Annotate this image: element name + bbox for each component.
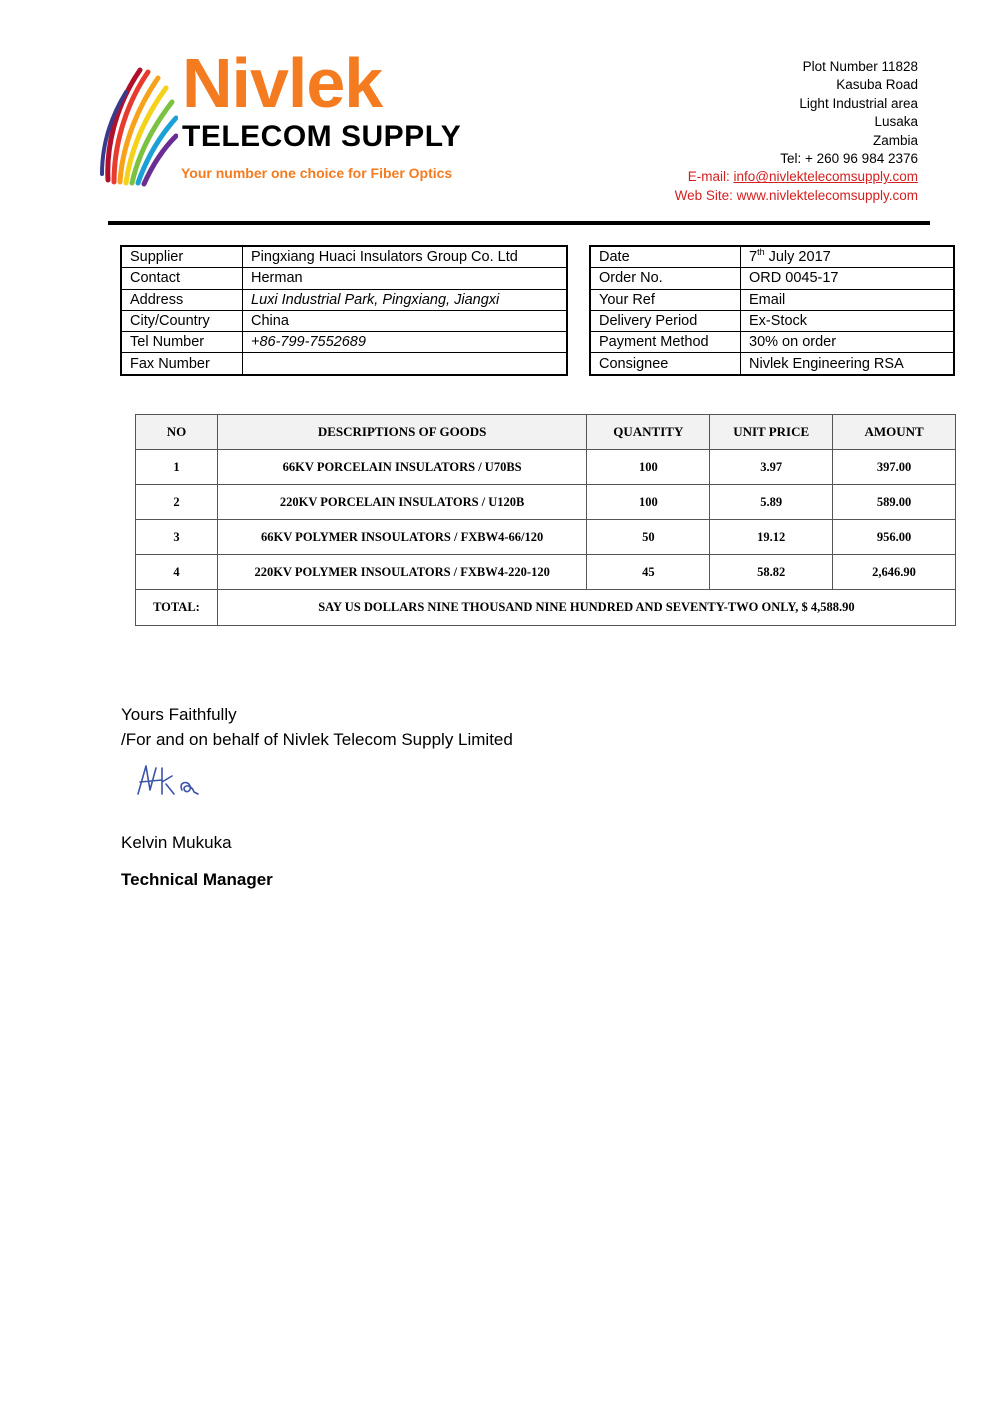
table-row [590, 268, 954, 289]
email-link[interactable]: info@nivlektelecomsupply.com [733, 169, 918, 185]
cell-amount: 589.00 [833, 485, 956, 520]
column-header-amount: AMOUNT [833, 415, 956, 450]
table-row [590, 246, 954, 268]
field-label: Supplier [121, 246, 243, 268]
cell-quantity: 45 [587, 555, 710, 590]
total-label: TOTAL: [136, 590, 218, 626]
order-table [589, 245, 955, 376]
cell-quantity: 100 [587, 485, 710, 520]
cell-quantity: 50 [587, 520, 710, 555]
company-tel: Tel: + 260 96 984 2376 [780, 151, 918, 167]
column-header-unit-price: UNIT PRICE [710, 415, 833, 450]
cell-unit-price: 5.89 [710, 485, 833, 520]
address-line: Light Industrial area [799, 95, 918, 111]
field-label: Fax Number [121, 353, 243, 375]
cell-description: 66KV POLYMER INSOULATORS / FXBW4-66/120 [217, 520, 586, 555]
table-header-row [136, 415, 956, 450]
field-value: Ex-Stock [741, 310, 955, 331]
column-header-no: NO [136, 415, 218, 450]
date-rest: July 2017 [764, 249, 831, 266]
cell-no: 2 [136, 485, 218, 520]
behalf-text: /For and on behalf of Nivlek Telecom Supply Limited [121, 730, 513, 749]
cell-unit-price: 3.97 [710, 450, 833, 485]
table-row [590, 310, 954, 331]
field-value: Herman [243, 268, 568, 289]
field-value: ORD 0045-17 [741, 268, 955, 289]
table-row [121, 353, 567, 375]
table-row [136, 520, 956, 555]
address-line: Kasuba Road [836, 77, 918, 93]
date-suffix: th [757, 247, 765, 258]
table-row [121, 310, 567, 331]
cell-amount: 956.00 [833, 520, 956, 555]
cell-unit-price: 58.82 [710, 555, 833, 590]
date-day: 7 [749, 249, 758, 266]
total-text: SAY US DOLLARS NINE THOUSAND NINE HUNDRED AND SEVENTY-TWO ONLY, $ 4,588.90 [217, 590, 955, 626]
table-row [121, 268, 567, 289]
address-line: Plot Number 11828 [802, 59, 918, 74]
field-label: City/Country [121, 310, 243, 331]
field-label: Address [121, 289, 243, 310]
column-header-description: DESCRIPTIONS OF GOODS [217, 415, 586, 450]
field-label: Consignee [590, 353, 741, 375]
field-value: Nivlek Engineering RSA [741, 353, 955, 375]
cell-quantity: 100 [587, 450, 710, 485]
table-row [590, 353, 954, 375]
cell-description: 66KV PORCELAIN INSULATORS / U70BS [217, 450, 586, 485]
table-row [590, 289, 954, 310]
field-value: Luxi Industrial Park, Pingxiang, Jiangxi [243, 289, 568, 310]
brand-name: Nivlek [182, 44, 383, 122]
company-email-line [675, 168, 918, 186]
field-value: +86-799-7552689 [243, 332, 568, 353]
signature-icon [132, 760, 218, 800]
supplier-table [120, 245, 568, 376]
signer-title: Technical Manager [121, 870, 273, 889]
cell-amount: 2,646.90 [833, 555, 956, 590]
cell-unit-price: 19.12 [710, 520, 833, 555]
field-label: Date [590, 246, 741, 268]
closing-text: Yours Faithfully [121, 705, 237, 724]
logo-icon [100, 62, 178, 187]
email-label: E-mail: [687, 169, 734, 185]
cell-no: 4 [136, 555, 218, 590]
field-value: Email [741, 289, 955, 310]
field-value: Pingxiang Huaci Insulators Group Co. Ltd [243, 246, 568, 268]
field-label: Order No. [590, 268, 741, 289]
column-header-quantity: QUANTITY [587, 415, 710, 450]
table-row [590, 332, 954, 353]
table-row [121, 332, 567, 353]
brand-tagline: Your number one choice for Fiber Optics [181, 165, 453, 181]
company-website: Web Site: www.nivlektelecomsupply.com [674, 187, 918, 203]
cell-no: 1 [136, 450, 218, 485]
total-row [136, 590, 956, 626]
field-label: Tel Number [121, 332, 243, 353]
cell-no: 3 [136, 520, 218, 555]
field-label: Your Ref [590, 289, 741, 310]
field-value: China [243, 310, 568, 331]
table-row [136, 450, 956, 485]
field-value [243, 353, 568, 375]
address-line: Lusaka [874, 114, 918, 130]
field-value: 30% on order [741, 332, 955, 353]
table-row [121, 246, 567, 268]
field-label: Contact [121, 268, 243, 289]
field-label: Payment Method [590, 332, 741, 353]
company-address [675, 58, 918, 205]
cell-description: 220KV POLYMER INSOULATORS / FXBW4-220-120 [217, 555, 586, 590]
brand-subtitle: TELECOM SUPPLY [182, 120, 462, 153]
goods-table [135, 414, 956, 626]
table-row [136, 555, 956, 590]
table-row [121, 289, 567, 310]
address-line: Zambia [872, 132, 918, 148]
header-divider [108, 221, 930, 225]
field-label: Delivery Period [590, 310, 741, 331]
cell-description: 220KV PORCELAIN INSULATORS / U120B [217, 485, 586, 520]
table-row [136, 485, 956, 520]
signer-name: Kelvin Mukuka [121, 833, 232, 852]
cell-amount: 397.00 [833, 450, 956, 485]
field-value-date [741, 246, 955, 268]
